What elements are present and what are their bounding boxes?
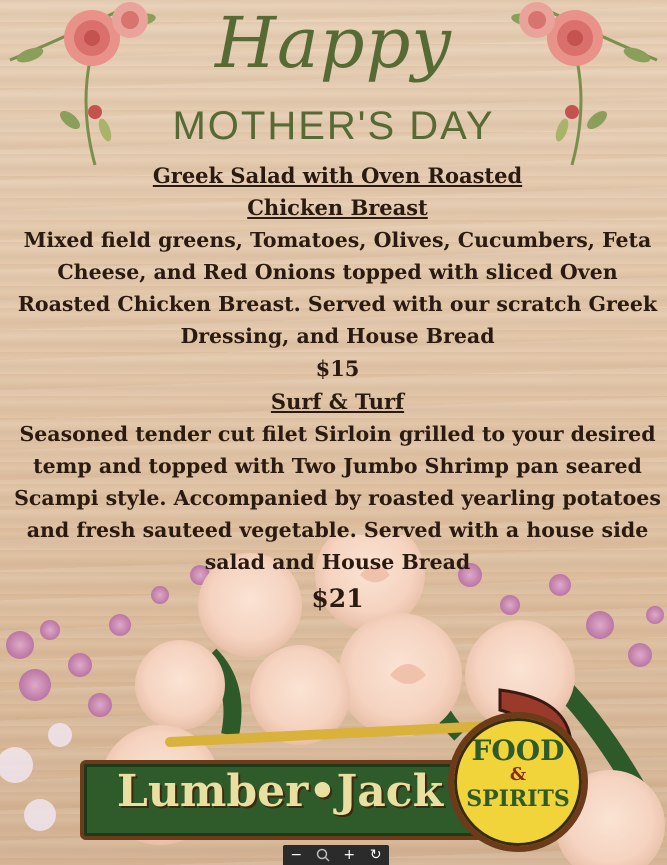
dish-price: $21 — [311, 584, 364, 613]
reset-button[interactable]: ↻ — [369, 847, 382, 863]
menu-item — [10, 160, 665, 386]
logo-badge — [448, 712, 588, 852]
logo-spirits: SPIRITS — [466, 786, 570, 812]
dish-price: $15 — [315, 356, 360, 381]
logo-ampersand: & — [509, 764, 527, 785]
lumberjack-logo — [80, 680, 600, 850]
zoom-button[interactable] — [312, 846, 334, 864]
dish-title: Greek Salad with Oven Roasted — [152, 163, 523, 188]
zoom-icon — [316, 848, 330, 862]
zoom-out-button[interactable]: − — [290, 847, 303, 863]
dish-description: Seasoned tender cut filet Sirloin grilled to your desired temp and topped with Two Jumbo Shrimp pan seared Scampi style. Accompanied by roasted yearling potatoes and fresh sauteed vegetable. Served with a house side salad and House Bread — [14, 422, 661, 574]
happy-script-title: Happy — [215, 2, 452, 84]
image-viewer-toolbar — [283, 845, 389, 865]
dish-description: Mixed field greens, Tomatoes, Olives, Cucumbers, Feta Cheese, and Red Onions topped with sliced Oven Roasted Chicken Breast. Served with our scratch Greek Dressing, and House Bread — [17, 228, 658, 348]
dish-title: Surf & Turf — [270, 389, 405, 414]
logo-name: Lumber•Jack — [116, 766, 444, 817]
menu-item — [10, 386, 665, 618]
dish-title-continued: Chicken Breast — [247, 195, 428, 220]
page-title: MOTHER'S DAY — [172, 104, 495, 148]
logo-food: FOOD — [471, 734, 565, 767]
zoom-in-button[interactable]: + — [343, 847, 356, 863]
menu-list — [10, 160, 665, 618]
